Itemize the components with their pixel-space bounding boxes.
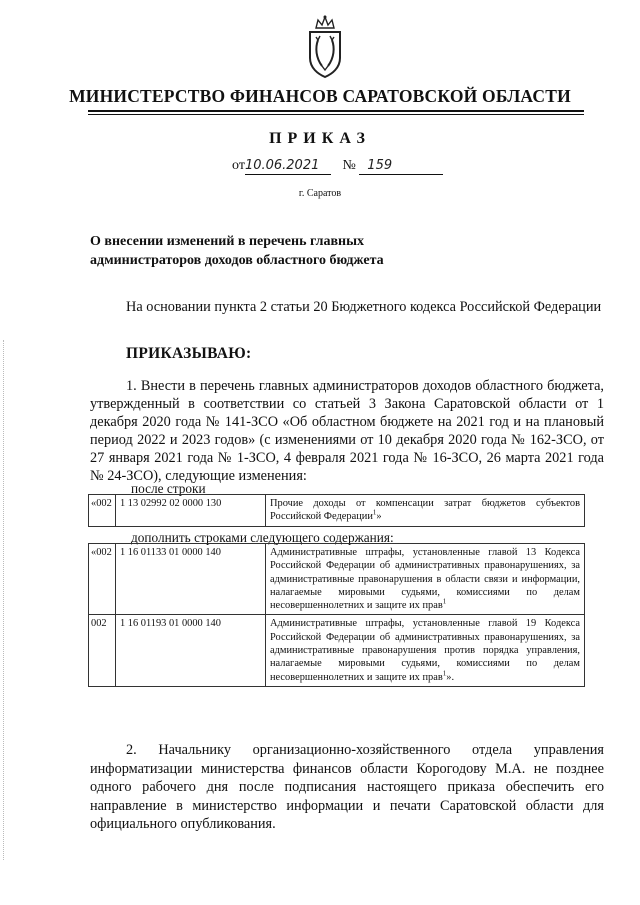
scan-margin-artifact	[3, 340, 6, 860]
date-prefix: от	[232, 158, 245, 173]
city: г. Саратов	[298, 188, 342, 199]
revenue-code-cell: 1 13 02992 02 0000 130	[116, 495, 266, 527]
footnote-mark: 1	[442, 669, 447, 678]
paragraph-2: 2. Начальнику организационно-хозяйственного отдела управления информатизации министерства финансов области Корогодову М.А. не позднее одного рабочего дня после подписания настоящего приказа обеспечить его направление в министерство информации и печати Саратовской области для официального опубликования.	[90, 742, 604, 832]
header-rule-thick	[88, 110, 584, 112]
decree-word: ПРИКАЗЫВАЮ:	[126, 345, 252, 362]
ministry-title: МИНИСТЕРСТВО ФИНАНСОВ САРАТОВСКОЙ ОБЛАСТИ	[69, 86, 571, 106]
legal-basis: На основании пункта 2 статьи 20 Бюджетного кодекса Российской Федерации	[126, 299, 602, 315]
order-number-field	[359, 158, 443, 175]
order-date-line	[232, 158, 443, 175]
closing-quote: ».	[446, 671, 455, 683]
header-rule-thin	[88, 114, 584, 115]
footnote-mark: 1	[442, 597, 447, 606]
paragraph-1: 1. Внести в перечень главных администраторов доходов областного бюджета, утвержденный в соответствии со статьей 3 Закона Саратовской области от 1 декабря 2020 года № 141-ЗСО «Об областном бюджете на 2021 год и на плановый период 2022 и 2023 годов» (с изменениями от 10 декабря 2020 года № 162-ЗСО, от 27 января 2021 года № 1-ЗСО, 4 февраля 2021 года № 16-ЗСО, 26 марта 2021 года № 24-ЗСО), следующие изменения:	[90, 378, 604, 484]
revenue-name-cell	[266, 544, 585, 615]
table-row	[89, 615, 585, 686]
new-rows-table	[88, 543, 585, 687]
revenue-name-cell	[266, 615, 585, 686]
order-number: 159	[367, 158, 393, 173]
table-row	[89, 495, 585, 527]
closing-quote: »	[376, 511, 382, 523]
revenue-name-cell	[266, 495, 585, 527]
admin-code-cell: 002	[89, 615, 116, 686]
revenue-name: Административные штрафы, установленные главой 13 Кодекса Российской Федерации об административных правонарушениях, за административные правонарушения в области связи и информации, налагаемые мировыми судьями, комиссиями по делам несовершеннолетних и защите их прав	[270, 547, 580, 612]
add-rows-label: дополнить строками следующего содержания:	[131, 530, 394, 545]
number-prefix: №	[342, 158, 356, 173]
revenue-code-cell: 1 16 01133 01 0000 140	[116, 544, 266, 615]
order-date: 10.06.2021	[244, 158, 320, 173]
existing-row-table	[88, 494, 585, 527]
admin-code-cell: «002	[89, 495, 116, 527]
order-date-field	[245, 158, 331, 175]
order-title: ПРИКАЗ	[269, 130, 371, 147]
after-row-label: после строки	[131, 481, 206, 496]
order-subject: О внесении изменений в перечень главных администраторов доходов областного бюджета	[90, 234, 384, 268]
coat-of-arms-icon	[304, 14, 346, 80]
table-row	[89, 544, 585, 615]
admin-code-cell: «002	[89, 544, 116, 615]
revenue-name: Административные штрафы, установленные главой 19 Кодекса Российской Федерации об административных правонарушениях, за административные правонарушения против порядка управления, налагаемые мировыми судьями, комиссиями по делам несовершеннолетних и защите их прав	[270, 618, 580, 683]
revenue-code-cell: 1 16 01193 01 0000 140	[116, 615, 266, 686]
revenue-name: Прочие доходы от компенсации затрат бюджетов субъектов Российской Федерации	[270, 498, 580, 523]
footnote-mark: 1	[372, 508, 377, 517]
